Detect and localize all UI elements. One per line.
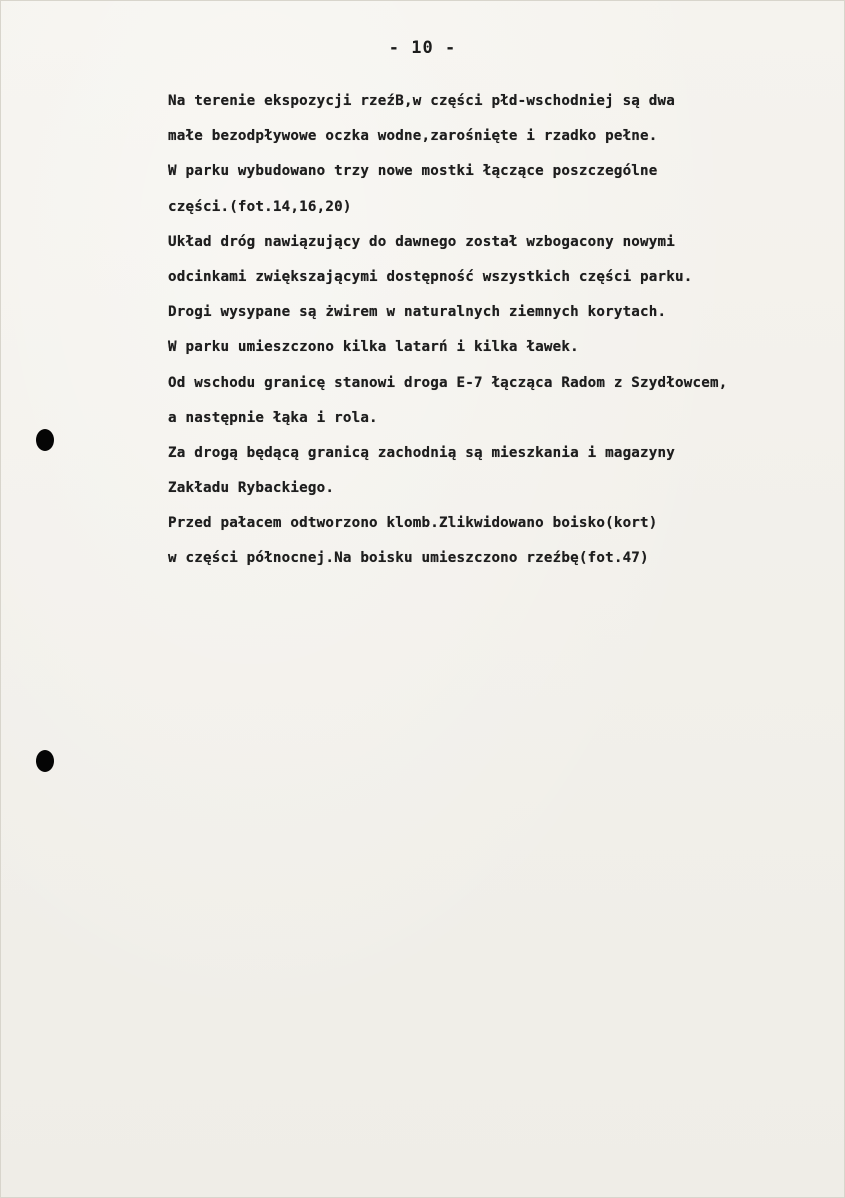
punch-hole-bottom [36,750,54,772]
text-line: Od wschodu granicę stanowi droga E-7 łącząca Radom z Szydłowcem, [168,374,728,391]
text-line: Zakładu Rybackiego. [168,480,335,497]
page-number: - 10 - [388,38,457,58]
typed-text-body [168,84,828,577]
text-line: Na terenie ekspozycji rzeźB,w części płd-wschodniej są dwa [168,93,676,109]
punch-hole-top [36,429,54,451]
text-line: W parku wybudowano trzy nowe mostki łączące poszczególne [168,163,658,180]
text-line: odcinkami zwiększającymi dostępność wszystkich części parku. [168,268,693,285]
text-line: Za drogą będącą granicą zachodnią są mieszkania i magazyny [168,444,676,461]
text-line: Przed pałacem odtworzono klomb.Zlikwidowano boisko(kort) [168,515,658,532]
text-line: małe bezodpływowe oczka wodne,zarośnięte i rzadko pełne. [168,128,658,145]
text-line: W parku umieszczono kilka latarń i kilka ławek. [168,339,579,356]
text-line: a następnie łąka i rola. [168,409,378,426]
text-line: Układ dróg nawiązujący do dawnego został wzbogacony nowymi [168,233,676,250]
text-line: części.(fot.14,16,20) [168,198,352,215]
text-line: w części północnej.Na boisku umieszczono rzeźbę(fot.47) [168,550,649,567]
text-line: Drogi wysypane są żwirem w naturalnych ziemnych korytach. [168,304,667,321]
